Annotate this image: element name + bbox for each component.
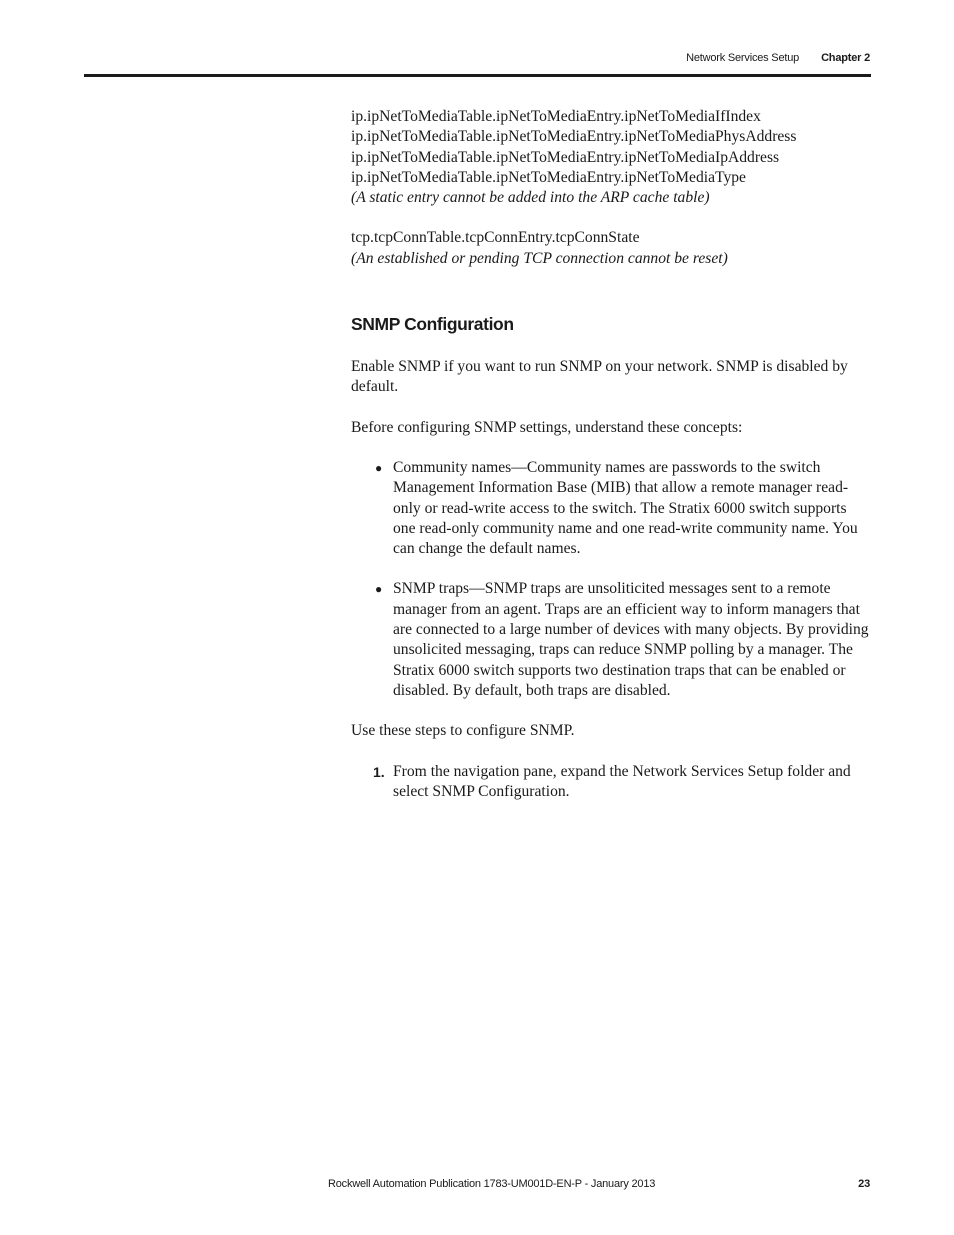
concepts-intro: Before configuring SNMP settings, understand these concepts: <box>351 418 743 436</box>
publication-info: Rockwell Automation Publication 1783-UM001D-EN-P - January 2013 <box>328 1178 656 1190</box>
mib-note: (A static entry cannot be added into the ARP cache table) <box>351 189 710 207</box>
list-item-text: Community names—Community names are passwords to the switch Management Information Base (MIB) that allow a remote manager read-only or read-write access to the switch. The Stratix 6000 switch supports one read-only community name and one read-write community name. You can change the default names. <box>393 458 858 558</box>
step-text: From the navigation pane, expand the Network Services Setup folder and select SNMP Configuration. <box>393 762 851 800</box>
mib-entry-list <box>351 107 871 208</box>
steps-intro: Use these steps to configure SNMP. <box>351 722 575 740</box>
bullet-icon: ● <box>375 582 383 597</box>
section-heading: SNMP Configuration <box>351 314 514 335</box>
page-body <box>351 107 871 802</box>
step-item <box>351 762 871 803</box>
header-chapter: Chapter 2 <box>821 52 870 64</box>
tcp-entry: tcp.tcpConnTable.tcpConnEntry.tcpConnState <box>351 229 640 247</box>
mib-entry: ip.ipNetToMediaTable.ipNetToMediaEntry.ipNetToMediaIfIndex <box>351 108 761 125</box>
running-header <box>686 52 870 64</box>
tcp-entry-block <box>351 228 871 269</box>
list-item <box>351 579 871 701</box>
step-number: 1. <box>373 763 385 780</box>
mib-entry: ip.ipNetToMediaTable.ipNetToMediaEntry.ipNetToMediaIpAddress <box>351 148 780 166</box>
header-section-title: Network Services Setup <box>686 52 800 64</box>
step-list <box>351 762 871 803</box>
intro-paragraph: Enable SNMP if you want to run SNMP on your network. SNMP is disabled by default. <box>351 358 848 396</box>
list-item <box>351 458 871 559</box>
concept-list <box>351 458 871 701</box>
bullet-icon: ● <box>375 460 383 475</box>
page-number: 23 <box>858 1178 870 1190</box>
mib-entry: ip.ipNetToMediaTable.ipNetToMediaEntry.ipNetToMediaType <box>351 168 746 186</box>
tcp-note: (An established or pending TCP connection cannot be reset) <box>351 249 728 267</box>
mib-entry: ip.ipNetToMediaTable.ipNetToMediaEntry.ipNetToMediaPhysAddress <box>351 128 797 146</box>
header-rule <box>84 74 871 77</box>
list-item-text: SNMP traps—SNMP traps are unsoliticited messages sent to a remote manager from an agent. Traps are an efficient way to inform managers that are connected to a large number of devices with many objects. By providing unsolicited messaging, traps can reduce SNMP polling by a manager. The Stratix 6000 switch supports two destination traps that can be enabled or disabled. By default, both traps are disabled. <box>393 580 869 699</box>
